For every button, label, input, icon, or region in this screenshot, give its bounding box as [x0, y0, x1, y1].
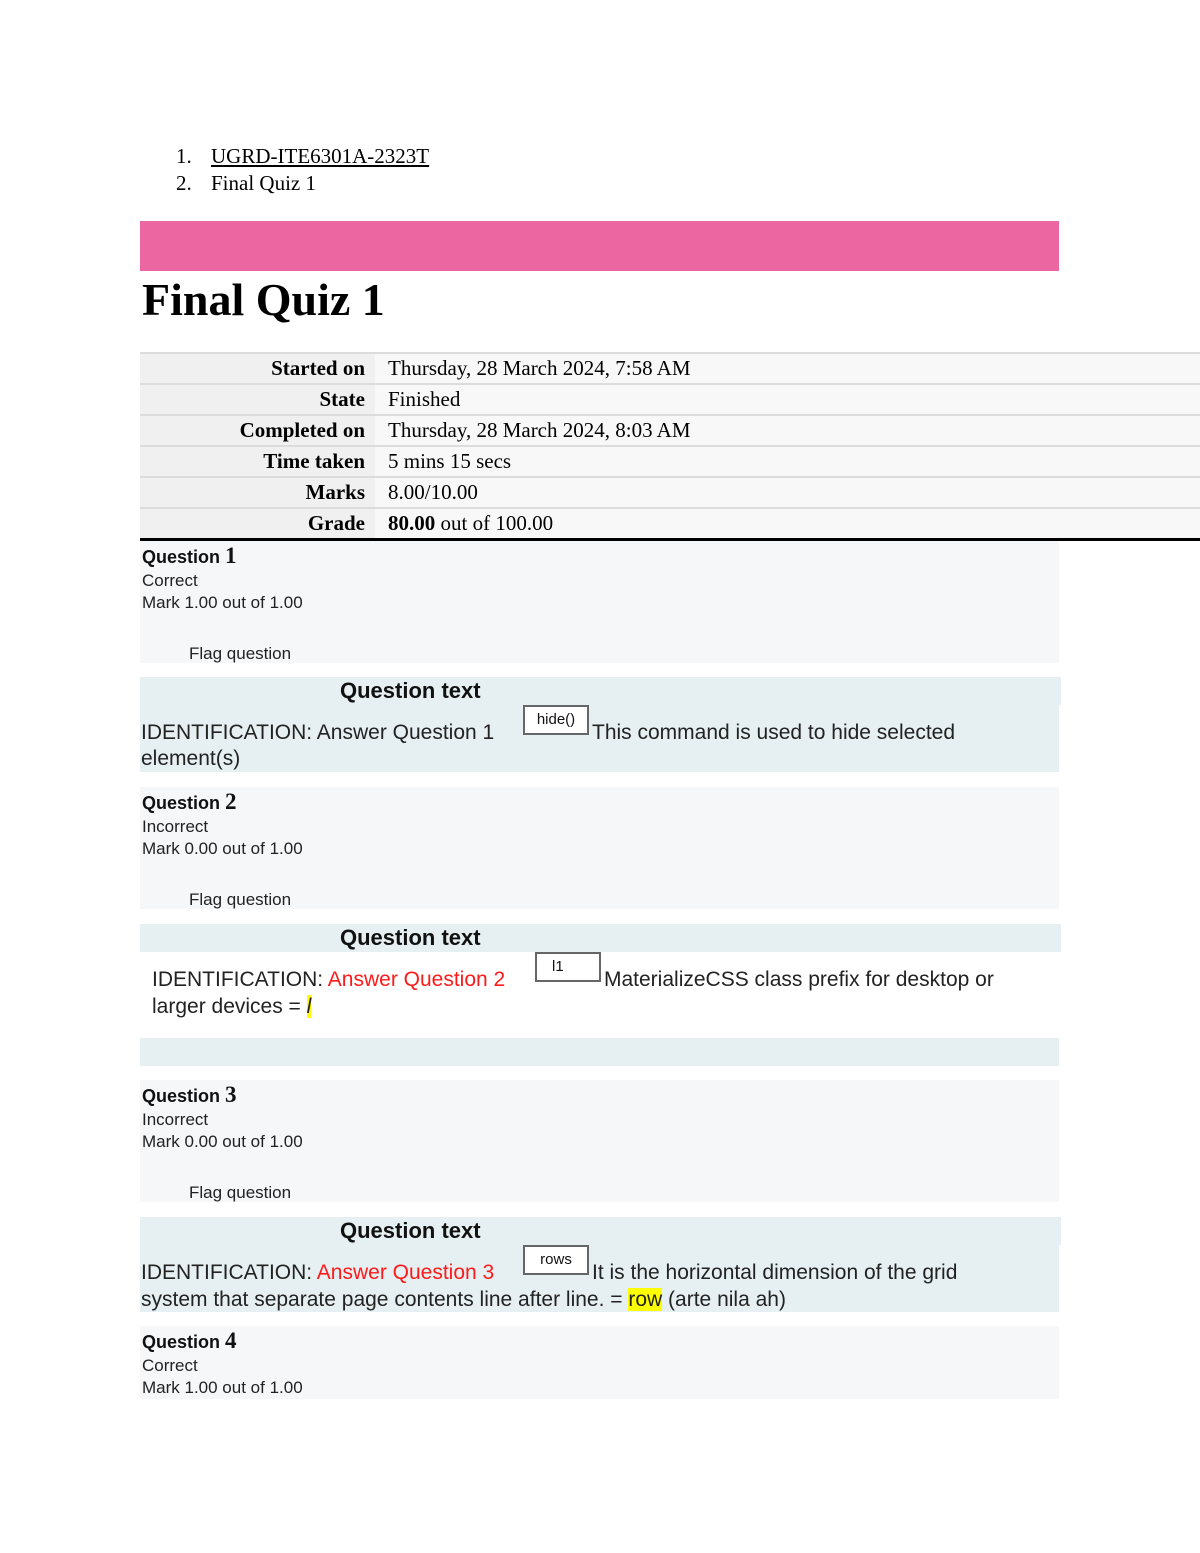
- flag-question-link[interactable]: Flag question: [189, 1183, 292, 1202]
- grade-value: 80.00: [388, 511, 436, 535]
- question-body-1: [140, 705, 1059, 772]
- breadcrumb-item[interactable]: [176, 143, 429, 170]
- question-prompt-text: larger devices =: [152, 995, 307, 1018]
- summary-value: Thursday, 28 March 2024, 7:58 AM: [375, 353, 1200, 384]
- question-body-2: [140, 952, 1059, 1036]
- question-info-4: [140, 1326, 1059, 1399]
- summary-value: 8.00/10.00: [375, 477, 1200, 508]
- answer-label: Answer Question 1: [316, 721, 495, 744]
- grade-total: out of 100.00: [435, 511, 554, 535]
- question-line: [141, 1260, 494, 1286]
- question-info-3: [140, 1080, 1059, 1202]
- summary-row: [140, 446, 1200, 477]
- question-prompt-cont: [152, 994, 311, 1020]
- question-prefix: IDENTIFICATION:: [152, 968, 328, 991]
- question-state: Correct: [142, 1356, 198, 1375]
- question-prompt-text: system that separate page contents line after line. =: [141, 1288, 629, 1311]
- question-footer-bar: [140, 1038, 1059, 1066]
- summary-value: Thursday, 28 March 2024, 8:03 AM: [375, 415, 1200, 446]
- question-text-header: [140, 677, 1061, 705]
- question-mark: Mark 0.00 out of 1.00: [142, 839, 303, 858]
- summary-row: [140, 477, 1200, 508]
- question-state: Correct: [142, 571, 198, 590]
- question-line: [152, 967, 505, 993]
- highlighted-answer: row: [628, 1288, 663, 1311]
- question-heading: [142, 543, 237, 569]
- summary-key: Grade: [140, 508, 375, 540]
- question-prompt-cont: element(s): [141, 747, 241, 770]
- question-prefix: IDENTIFICATION:: [141, 1261, 317, 1284]
- answer-label: Answer Question 2: [327, 968, 506, 991]
- quiz-summary-table: [140, 352, 1200, 541]
- summary-row: [140, 508, 1200, 540]
- question-heading: [142, 1082, 237, 1108]
- question-prompt: It is the horizontal dimension of the grid: [592, 1261, 958, 1284]
- question-label: Question: [142, 1086, 221, 1106]
- question-text-label: Question text: [340, 678, 481, 703]
- summary-key: State: [140, 384, 375, 415]
- question-prompt-cont: [141, 1287, 786, 1313]
- summary-value: 5 mins 15 secs: [375, 446, 1200, 477]
- summary-row: [140, 384, 1200, 415]
- question-mark: Mark 1.00 out of 1.00: [142, 593, 303, 612]
- summary-key: Started on: [140, 353, 375, 384]
- question-label: Question: [142, 1332, 221, 1352]
- question-text-label: Question text: [340, 1218, 481, 1243]
- summary-key: Marks: [140, 477, 375, 508]
- question-label: Question: [142, 547, 221, 567]
- summary-value: Finished: [375, 384, 1200, 415]
- summary-row: [140, 353, 1200, 384]
- breadcrumb-item: [176, 170, 429, 197]
- question-line: [141, 720, 494, 746]
- question-number: 3: [225, 1082, 237, 1107]
- answer-field[interactable]: rows: [523, 1245, 589, 1275]
- question-state: Incorrect: [142, 817, 209, 836]
- summary-row: [140, 415, 1200, 446]
- breadcrumb: [176, 143, 429, 197]
- question-body-3: [140, 1245, 1059, 1312]
- question-info-2: [140, 787, 1059, 909]
- question-prefix: IDENTIFICATION:: [141, 721, 317, 744]
- breadcrumb-link-course[interactable]: UGRD-ITE6301A-2323T: [211, 144, 430, 168]
- question-heading: [142, 789, 237, 815]
- answer-field[interactable]: l1: [535, 952, 601, 982]
- question-prompt: MaterializeCSS class prefix for desktop or: [604, 968, 994, 991]
- question-mark: Mark 0.00 out of 1.00: [142, 1132, 303, 1151]
- breadcrumb-number: 2.: [176, 171, 192, 195]
- question-text-header: [140, 924, 1061, 952]
- question-number: 4: [225, 1328, 237, 1353]
- question-note: (arte nila ah): [662, 1288, 786, 1311]
- answer-label: Answer Question 3: [316, 1261, 495, 1284]
- question-number: 2: [225, 789, 237, 814]
- summary-key: Completed on: [140, 415, 375, 446]
- question-state: Incorrect: [142, 1110, 209, 1129]
- flag-question-link[interactable]: Flag question: [189, 644, 292, 663]
- question-prompt: This command is used to hide selected: [592, 721, 956, 744]
- question-label: Question: [142, 793, 221, 813]
- question-text-label: Question text: [340, 925, 481, 950]
- highlighted-answer: l: [306, 995, 312, 1018]
- question-text-header: [140, 1217, 1061, 1245]
- question-mark: Mark 1.00 out of 1.00: [142, 1378, 303, 1397]
- breadcrumb-number: 1.: [176, 144, 192, 168]
- flag-question-link[interactable]: Flag question: [189, 890, 292, 909]
- summary-value: [375, 508, 1200, 540]
- answer-field[interactable]: hide(): [523, 705, 589, 735]
- question-heading: [142, 1328, 237, 1354]
- breadcrumb-current: Final Quiz 1: [211, 171, 316, 195]
- page-title: Final Quiz 1: [142, 274, 385, 325]
- summary-key: Time taken: [140, 446, 375, 477]
- header-banner: [140, 221, 1059, 271]
- question-number: 1: [225, 543, 237, 568]
- question-info-1: [140, 541, 1059, 663]
